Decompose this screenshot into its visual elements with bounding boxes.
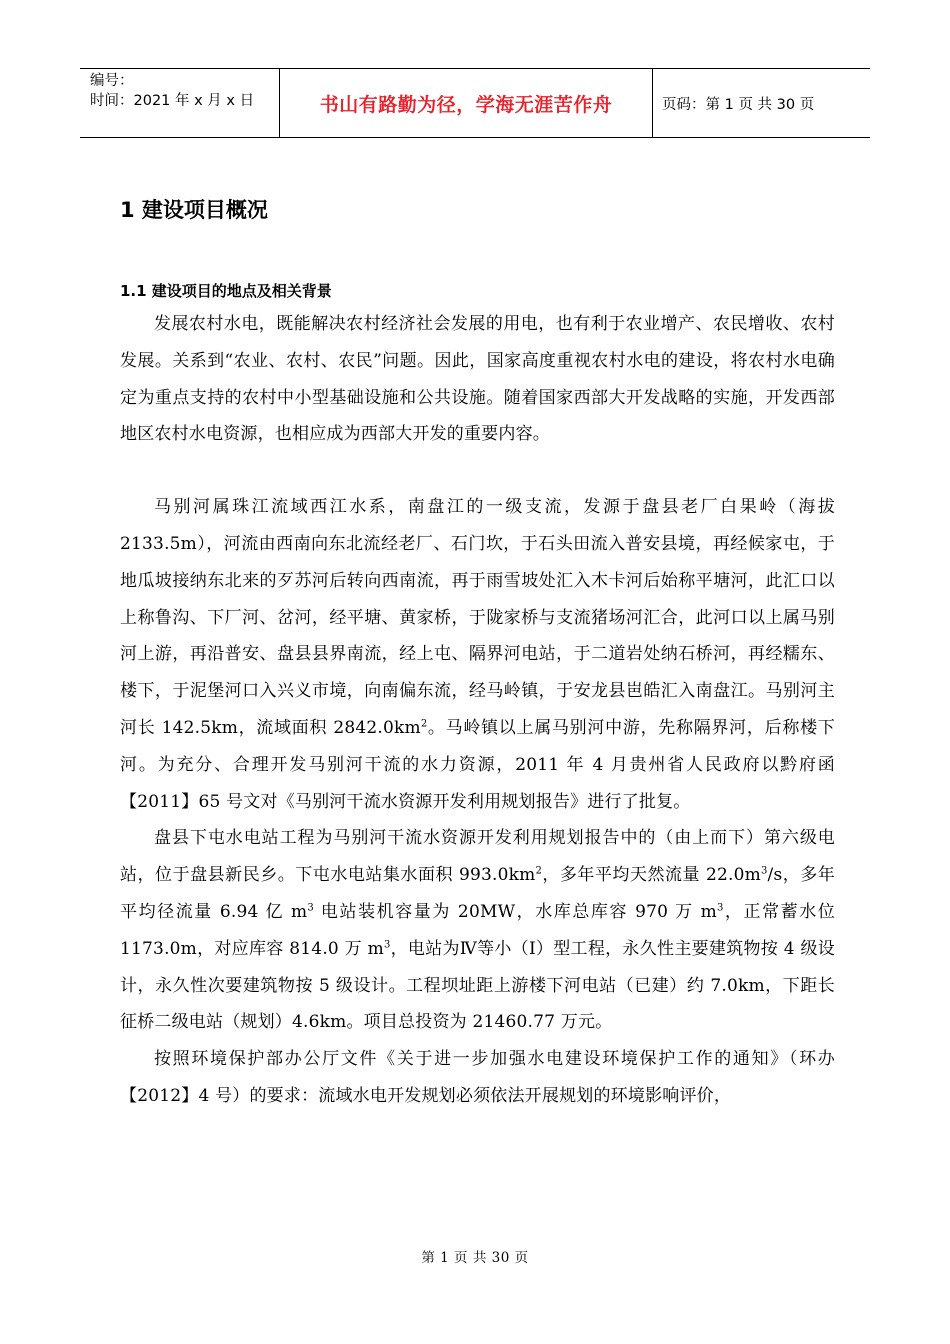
code-label: 编号：	[90, 73, 134, 89]
subsection-title: 1.1 建设项目的地点及相关背景	[120, 282, 332, 300]
section-title: 1 建设项目概况	[120, 198, 268, 222]
document-body	[120, 190, 835, 1115]
superscript: 2	[420, 718, 428, 730]
paragraph-2-text-a: 马别河属珠江流域西江水系，南盘江的一级支流，发源于盘县老厂白果岭（海拔2133.5m），河流由西南向东北流经老厂、石门坎，于石头田流入普安县境，再经候家屯，于地瓜坡接纳东北来的歹苏河后转向西南流，再于雨雪坡处汇入木卡河后始称平塘河，此汇口以上称鲁沟、下厂河、岔河，经平塘、黄家桥，于陇家桥与支流猪场河汇合，此河口以上属马别河上游，再沿普安、盘县县界南流，经上屯、隔界河电站，于二道岩处纳石桥河，再经糯东、楼下，于泥堡河口入兴义市境，向南偏东流，经马岭镇，于安龙县岜皓汇入南盘江。马别河主河长 142.5km，流域面积 2842.0km	[120, 497, 835, 738]
paragraph-3	[120, 820, 835, 1041]
paragraph-3-text-4: 电站装机容量为 20MW，水库总库容 970 万 m	[313, 901, 717, 922]
page-footer: 第 1 页 共 30 页	[421, 1250, 529, 1266]
paragraph-4: 按照环境保护部办公厅文件《关于进一步加强水电建设环境保护工作的通知》（环办【2012】4 号）的要求：流域水电开发规划必须依法开展规划的环境影响评价，	[120, 1049, 835, 1106]
paragraph-2-text-b: 。马岭镇以上属马别河中游，先称隔界河，后称楼下河。为充分、合理开发马别河干流的水力资源，2011 年 4 月贵州省人民政府以黔府函【2011】65 号文对《马别河干流水资源开发利用规划报告》进行了批复。	[120, 717, 835, 812]
paragraph-3-text-6: ，电站为Ⅳ等小（Ⅰ）型工程，永久性主要建筑物按 4 级设计，永久性次要建筑物按 5 级设计。工程坝址距上游楼下河电站（已建）约 7.0km，下距长征桥二级电站（规划）4.6km。项目总投资为 21460.77 万元。	[120, 938, 835, 1033]
paragraph-3-text-3: /s，多年平均径流量 6.94 亿 m	[120, 865, 835, 922]
document-header-table	[80, 68, 870, 138]
header-page-info: 页码：第 1 页 共 30 页	[662, 96, 815, 113]
paragraph-1: 发展农村水电，既能解决农村经济社会发展的用电，也有利于农业增产、农民增收、农村发展。关系到“农业、农村、农民”问题。因此，国家高度重视农村水电的建设，将农村水电确定为重点支持的农村中小型基础设施和公共设施。随着国家西部大开发战略的实施，开发西部地区农村水电资源，也相应成为西部大开发的重要内容。	[120, 314, 835, 445]
superscript: 3	[383, 939, 391, 951]
superscript: 3	[307, 902, 314, 914]
paragraph-3-text-5: ，正常蓄水位 1173.0m，对应库容 814.0 万 m	[120, 901, 836, 959]
header-motto: 书山有路勤为径，学海无涯苦作舟	[280, 69, 653, 137]
header-meta-cell	[80, 69, 280, 137]
date-label: 时间：2021 年 x 月 x 日	[90, 93, 255, 109]
paragraph-3-text-1: 盘县下屯水电站工程为马别河干流水资源开发利用规划报告中的（由上而下）第六级电站，位于盘县新民乡。下屯水电站集水面积 993.0km	[120, 828, 835, 886]
superscript: 2	[535, 865, 542, 877]
paragraph-3-text-2: ，多年平均天然流量 22.0m	[542, 865, 761, 886]
superscript: 3	[760, 865, 768, 877]
paragraph-2	[120, 489, 835, 820]
superscript: 3	[716, 902, 724, 914]
